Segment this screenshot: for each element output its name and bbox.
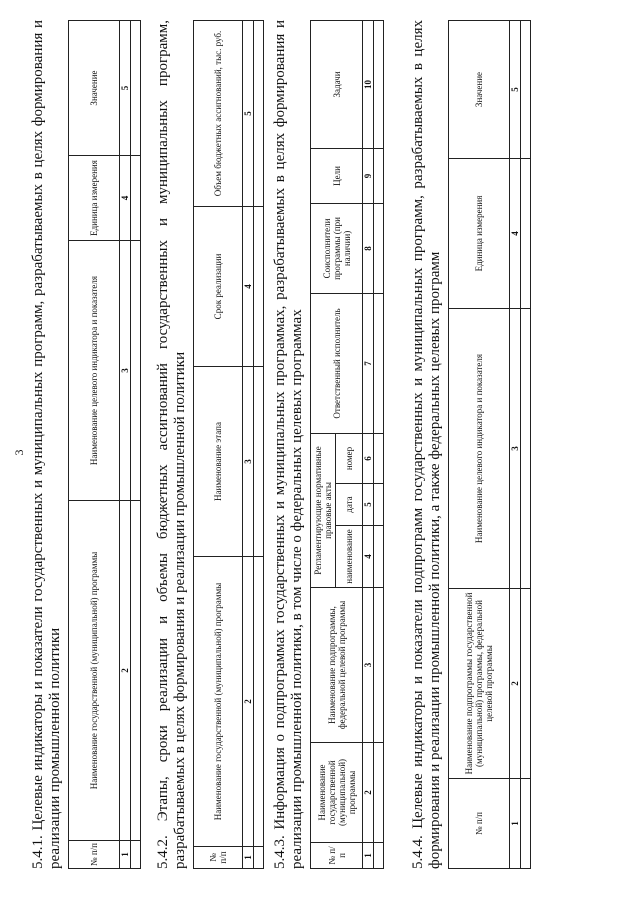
header-cell: Наименование подпрограммы, федеральной целевой программы bbox=[311, 588, 363, 743]
header-cell: № п/п bbox=[449, 779, 510, 869]
column-number: 2 bbox=[243, 557, 254, 847]
column-number: 3 bbox=[243, 367, 254, 557]
header-cell: Регламентирующие нормативные правовые акты bbox=[311, 433, 336, 587]
header-cell: Наименование этапа bbox=[194, 367, 243, 557]
header-cell: Наименование государственной (муниципальной) программы bbox=[69, 501, 120, 841]
section-heading: 5.4.4. Целевые индикаторы и показатели подпрограмм государственных и муниципальных программ, разрабатываемых в целях формирования и реализации промышленной политики, а также федеральных целевых программ bbox=[410, 20, 443, 869]
header-cell: Задачи bbox=[311, 21, 363, 149]
section-5-4-4 bbox=[410, 20, 531, 869]
table-row bbox=[254, 21, 264, 869]
column-number: 1 bbox=[120, 841, 131, 869]
column-number: 3 bbox=[120, 241, 131, 501]
header-cell: № п/п bbox=[311, 843, 363, 869]
header-cell: Единица измерения bbox=[69, 156, 120, 241]
indicators-table bbox=[68, 20, 141, 869]
header-cell: Ответственный исполнитель bbox=[311, 293, 363, 433]
section-heading: 5.4.3. Информация о подпрограммах государственных и муниципальных программах, разрабатываемых в целях формирования и реализации промышленной политики, в том числе о федеральных целевых программах bbox=[272, 20, 305, 869]
table-row bbox=[374, 21, 384, 869]
header-cell: Наименование государственной (муниципальной) программы bbox=[194, 557, 243, 847]
header-cell: Наименование подпрограммы государственной (муниципальной) программы, федеральной целевой программы bbox=[449, 589, 510, 779]
column-number: 5 bbox=[120, 21, 131, 156]
column-number: 4 bbox=[363, 526, 374, 588]
header-cell: № п/п bbox=[194, 847, 243, 869]
header-cell: дата bbox=[336, 484, 363, 526]
column-number: 8 bbox=[363, 203, 374, 293]
column-number: 7 bbox=[363, 293, 374, 433]
section-5-4-2 bbox=[155, 20, 264, 869]
column-number: 5 bbox=[363, 484, 374, 526]
table-row bbox=[521, 21, 531, 869]
section-heading: 5.4.1. Целевые индикаторы и показатели государственных и муниципальных программ, разрабатываемых в целях формирования и реализации промышленной политики bbox=[30, 20, 63, 869]
header-cell: Наименование государственной (муниципальной) программы bbox=[311, 743, 363, 843]
section-5-4-1 bbox=[30, 20, 141, 869]
subprograms-table bbox=[310, 20, 384, 869]
column-number: 1 bbox=[363, 843, 374, 869]
header-cell: Значение bbox=[449, 21, 510, 159]
section-5-4-3 bbox=[272, 20, 384, 869]
table-row bbox=[131, 21, 141, 869]
column-number: 6 bbox=[363, 433, 374, 483]
column-number: 4 bbox=[510, 159, 521, 309]
column-number: 3 bbox=[363, 588, 374, 743]
column-number: 5 bbox=[510, 21, 521, 159]
column-number: 3 bbox=[510, 309, 521, 589]
header-cell: Цели bbox=[311, 148, 363, 203]
subprogram-indicators-table bbox=[448, 20, 531, 869]
column-number: 2 bbox=[363, 743, 374, 843]
column-number: 4 bbox=[243, 207, 254, 367]
section-heading: 5.4.2. Этапы, сроки реализации и объемы бюджетных ассигнований государственных и муниципальных программ, разрабатываемых в целях формирования и реализации промышленной политики bbox=[155, 20, 188, 869]
column-number: 1 bbox=[510, 779, 521, 869]
column-number: 5 bbox=[243, 21, 254, 207]
header-cell: Объем бюджетных ассигнований, тыс. руб. bbox=[194, 21, 243, 207]
column-number: 1 bbox=[243, 847, 254, 869]
header-cell: № п/п bbox=[69, 841, 120, 869]
header-cell: Срок реализации bbox=[194, 207, 243, 367]
column-number: 4 bbox=[120, 156, 131, 241]
header-cell: Наименование целевого индикатора и показателя bbox=[449, 309, 510, 589]
page-number: 3 bbox=[12, 449, 26, 456]
column-number: 2 bbox=[120, 501, 131, 841]
stages-table bbox=[193, 20, 264, 869]
header-cell: Соисполнители программы (при наличии) bbox=[311, 203, 363, 293]
column-number: 2 bbox=[510, 589, 521, 779]
header-cell: наименование bbox=[336, 526, 363, 588]
header-cell: Единица измерения bbox=[449, 159, 510, 309]
column-number: 9 bbox=[363, 148, 374, 203]
header-cell: Наименование целевого индикатора и показателя bbox=[69, 241, 120, 501]
column-number: 10 bbox=[363, 21, 374, 149]
header-cell: номер bbox=[336, 433, 363, 483]
header-cell: Значение bbox=[69, 21, 120, 156]
